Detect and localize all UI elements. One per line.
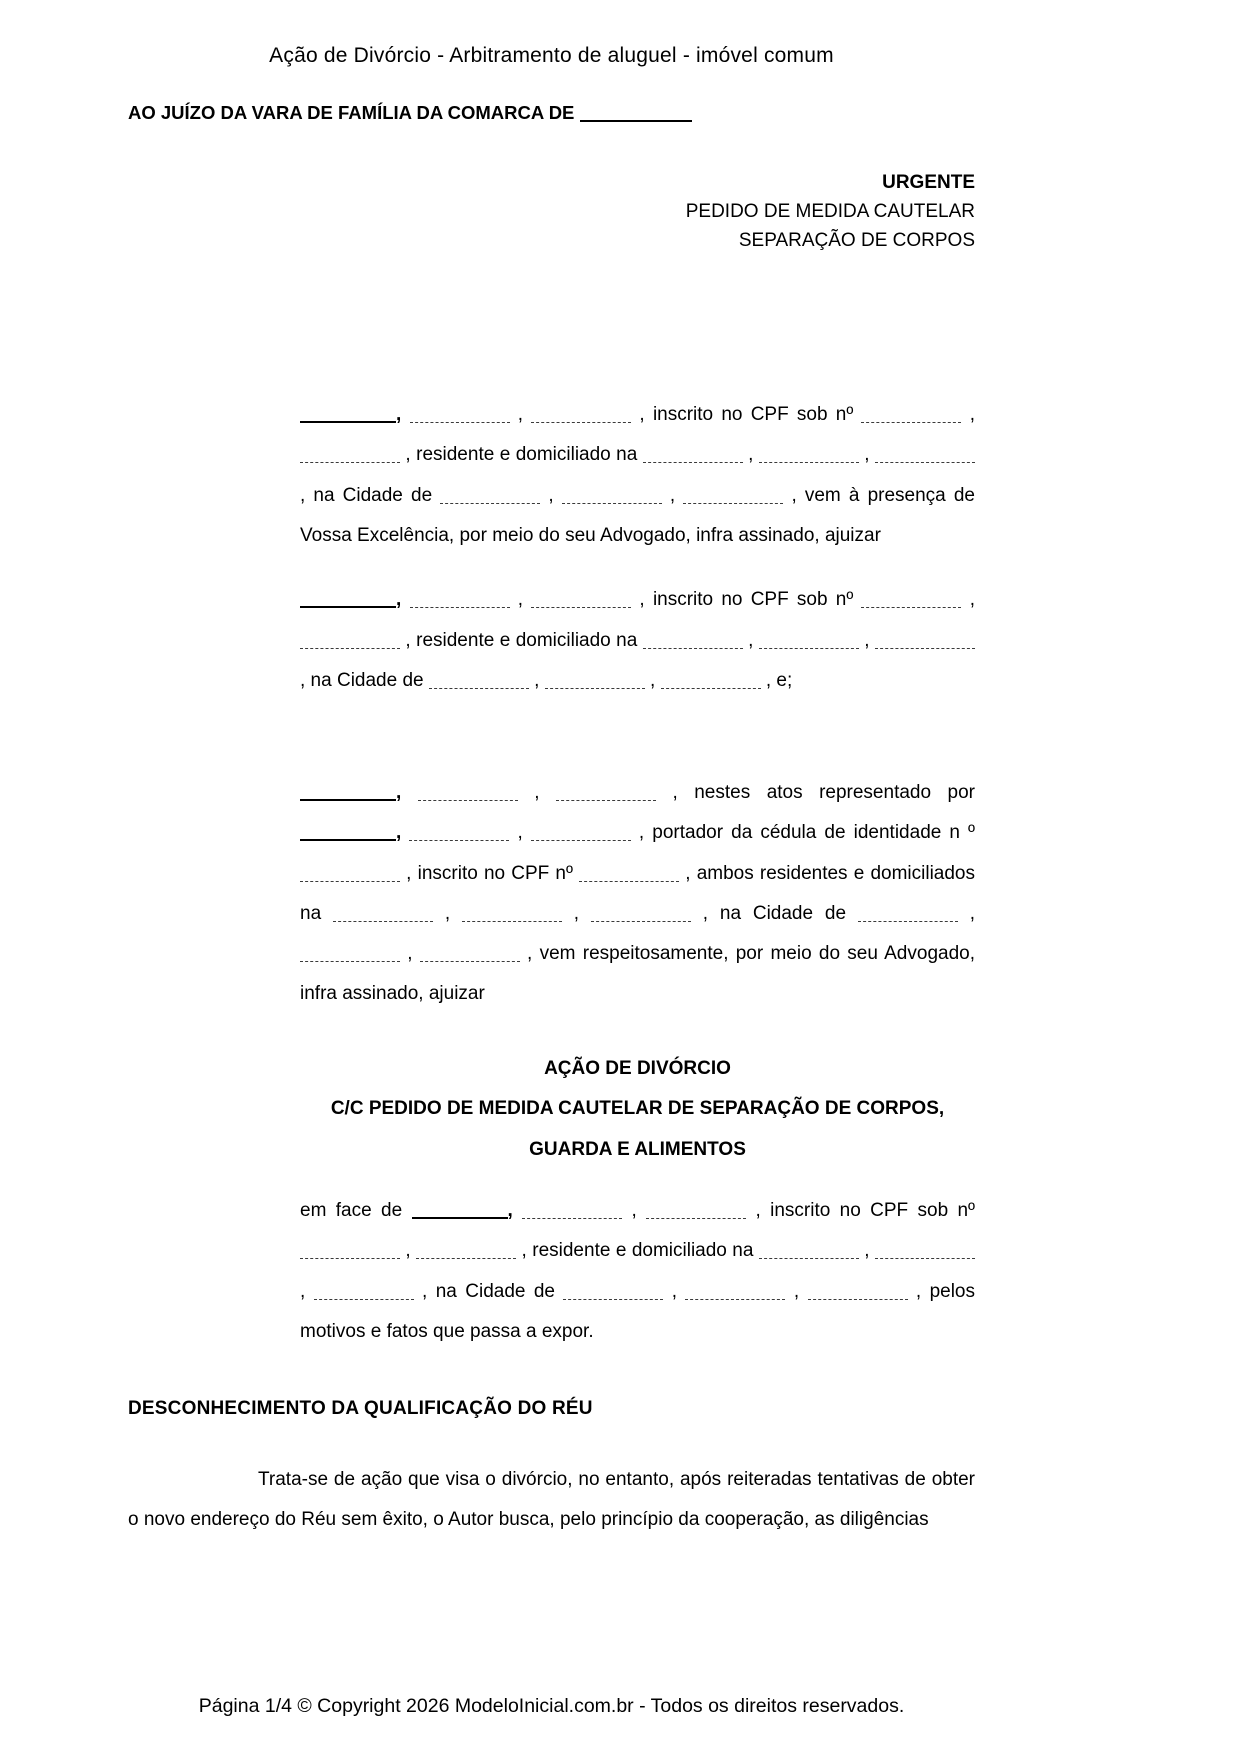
text-segment: , bbox=[631, 404, 653, 426]
text-segment: , e; bbox=[760, 669, 793, 691]
text-segment: , na Cidade de bbox=[300, 669, 429, 691]
text-segment: , bbox=[661, 484, 684, 506]
blank-field bbox=[808, 1283, 908, 1300]
text-segment: , bbox=[742, 444, 759, 466]
blank-field bbox=[429, 672, 529, 689]
text-segment: , portador da cédula de identidade n º bbox=[630, 822, 976, 844]
blank-field bbox=[661, 672, 761, 689]
text-segment: , bbox=[432, 902, 462, 924]
blank-field bbox=[314, 1283, 414, 1300]
blank-field bbox=[861, 592, 961, 609]
blank-field bbox=[420, 946, 520, 963]
court-blank-field bbox=[580, 105, 692, 122]
text-segment: , vem respeitosamente, por meio do seu Advogado, infra assinado, ajuizar bbox=[300, 943, 975, 1005]
blank-field bbox=[861, 407, 961, 424]
represented-party-qualification-paragraph bbox=[300, 773, 975, 1015]
text-segment: inscrito no CPF sob nº bbox=[652, 589, 862, 611]
text-segment: , bbox=[663, 1280, 686, 1302]
blank-field bbox=[683, 487, 783, 504]
action-title-line: C/C PEDIDO DE MEDIDA CAUTELAR DE SEPARAÇÃO DE CORPOS, bbox=[330, 1098, 945, 1120]
blank-field bbox=[418, 784, 518, 801]
text-segment: , bbox=[517, 782, 556, 804]
blank-field bbox=[300, 632, 400, 649]
text-segment: , vem à presença de Vossa Excelência, por meio do seu Advogado, infra assinado, ajuizar bbox=[300, 484, 975, 546]
text-segment: , bbox=[400, 943, 420, 965]
text-segment: , bbox=[300, 1280, 314, 1302]
text-segment: , bbox=[396, 782, 418, 804]
court-heading bbox=[128, 102, 975, 124]
text-segment: , bbox=[509, 822, 531, 844]
action-title-line: GUARDA E ALIMENTOS bbox=[529, 1139, 746, 1161]
text-segment: residente e domiciliado na bbox=[416, 444, 643, 466]
text-segment: , bbox=[957, 902, 976, 924]
blank-field bbox=[531, 407, 631, 424]
text-segment: inscrito no CPF sob nº bbox=[652, 404, 862, 426]
urgent-label: URGENTE bbox=[882, 172, 975, 193]
blank-field bbox=[531, 592, 631, 609]
blank-field bbox=[300, 406, 396, 424]
blank-field bbox=[300, 946, 400, 963]
court-heading-label: AO JUÍZO DA VARA DE FAMÍLIA DA COMARCA DE bbox=[128, 102, 575, 123]
text-segment: , bbox=[656, 782, 695, 804]
blank-field bbox=[333, 905, 433, 922]
text-segment: , na Cidade de bbox=[413, 1280, 564, 1302]
blank-field bbox=[643, 632, 743, 649]
blank-field bbox=[440, 487, 540, 504]
text-segment: , bbox=[540, 484, 562, 506]
text-segment: , inscrito no CPF nº bbox=[400, 862, 580, 884]
text-segment: , bbox=[785, 1280, 808, 1302]
text-segment: , bbox=[396, 822, 410, 844]
blank-field bbox=[685, 1283, 785, 1300]
blank-field bbox=[409, 825, 509, 842]
blank-field bbox=[300, 591, 396, 609]
blank-field bbox=[462, 905, 562, 922]
blank-field bbox=[875, 447, 975, 464]
text-segment: , bbox=[644, 669, 661, 691]
blank-field bbox=[300, 447, 400, 464]
blank-field bbox=[759, 447, 859, 464]
text-segment: , bbox=[631, 589, 653, 611]
text-segment: , na Cidade de bbox=[300, 484, 441, 506]
text-segment: , bbox=[396, 589, 410, 611]
defendant-qualification-paragraph bbox=[300, 1191, 975, 1352]
action-title-line: AÇÃO DE DIVÓRCIO bbox=[544, 1057, 731, 1079]
document-title: Ação de Divórcio - Arbitramento de aluguel - imóvel comum bbox=[269, 44, 834, 67]
text-segment: , bbox=[622, 1200, 647, 1222]
text-segment: , pelos motivos e fatos que passa a expor. bbox=[300, 1280, 975, 1342]
page-footer: Página 1/4 © Copyright 2026 ModeloInicial.com.br - Todos os direitos reservados. bbox=[198, 1695, 905, 1717]
text-segment: , bbox=[400, 1240, 417, 1262]
text-segment: , bbox=[528, 669, 545, 691]
blank-field bbox=[412, 1202, 508, 1220]
text-segment: , bbox=[858, 1240, 875, 1262]
cautelar-request-label: PEDIDO DE MEDIDA CAUTELAR bbox=[685, 201, 975, 223]
urgent-block bbox=[128, 168, 975, 255]
text-segment: , bbox=[961, 589, 975, 611]
text-segment: , na Cidade de bbox=[690, 902, 858, 924]
blank-field bbox=[562, 487, 662, 504]
text-segment: , bbox=[509, 589, 532, 611]
text-segment: , bbox=[561, 902, 591, 924]
text-segment: , bbox=[509, 404, 532, 426]
blank-field bbox=[875, 1243, 975, 1260]
blank-field bbox=[579, 865, 679, 882]
blank-field bbox=[759, 1243, 859, 1260]
blank-field bbox=[416, 1243, 516, 1260]
blank-field bbox=[531, 825, 631, 842]
blank-field bbox=[410, 407, 510, 424]
blank-field bbox=[300, 783, 396, 801]
section-heading: DESCONHECIMENTO DA QUALIFICAÇÃO DO RÉU bbox=[128, 1398, 593, 1420]
text-segment: , bbox=[742, 629, 759, 651]
author-1-qualification-paragraph bbox=[300, 395, 975, 556]
blank-field bbox=[875, 632, 975, 649]
text-segment: , ambos residentes e domiciliados na bbox=[300, 862, 975, 924]
blank-field bbox=[646, 1203, 746, 1220]
text-segment: residente e domiciliado na bbox=[416, 629, 643, 651]
text-segment: , bbox=[858, 444, 875, 466]
text-segment: , bbox=[858, 629, 875, 651]
blank-field bbox=[643, 447, 743, 464]
text-segment: , bbox=[396, 404, 410, 426]
text-segment: , bbox=[400, 629, 417, 651]
blank-field bbox=[563, 1283, 663, 1300]
text-segment: em face de bbox=[300, 1200, 412, 1222]
blank-field bbox=[591, 905, 691, 922]
text-segment: , residente e domiciliado na bbox=[516, 1240, 759, 1262]
author-2-qualification-paragraph bbox=[300, 580, 975, 701]
blank-field bbox=[300, 865, 400, 882]
blank-field bbox=[759, 632, 859, 649]
separacao-corpos-label: SEPARAÇÃO DE CORPOS bbox=[738, 230, 975, 252]
text-segment: , bbox=[400, 444, 417, 466]
text-segment: , bbox=[961, 404, 975, 426]
action-title-block bbox=[300, 1049, 975, 1172]
section-paragraph: Trata-se de ação que visa o divórcio, no entanto, após reiteradas tentativas de obter o novo endereço do Réu sem êxito, o Autor busca, pelo princípio da cooperação, as diligências bbox=[128, 1469, 975, 1531]
blank-field bbox=[858, 905, 958, 922]
blank-field bbox=[300, 1243, 400, 1260]
text-segment: , inscrito no CPF sob nº bbox=[746, 1200, 975, 1222]
blank-field bbox=[410, 592, 510, 609]
blank-field bbox=[300, 824, 396, 842]
blank-field bbox=[522, 1203, 622, 1220]
blank-field bbox=[556, 784, 656, 801]
text-segment: , bbox=[507, 1200, 523, 1222]
text-segment: nestes atos representado por bbox=[694, 782, 975, 804]
blank-field bbox=[545, 672, 645, 689]
